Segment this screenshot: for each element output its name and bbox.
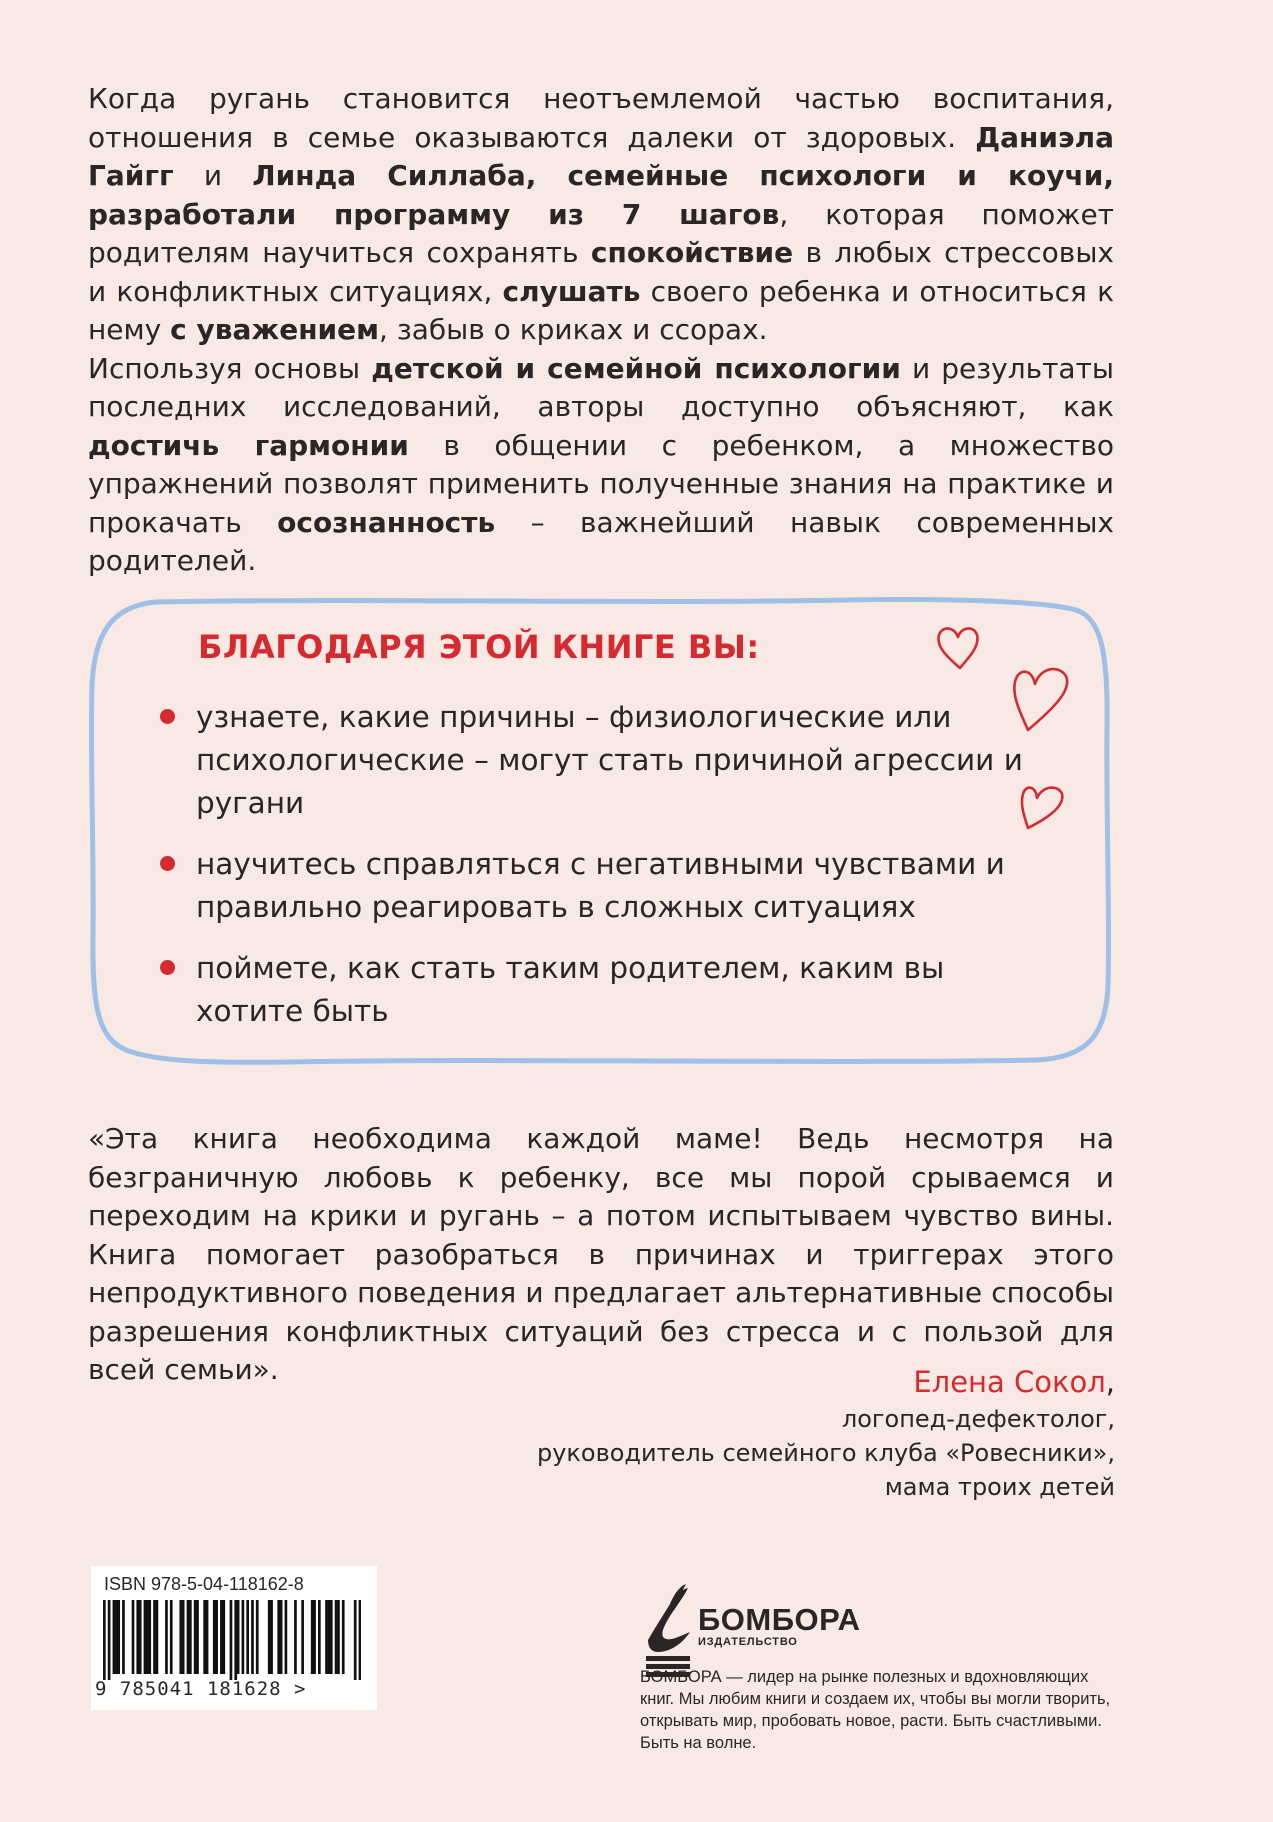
barcode-bar — [179, 1600, 182, 1674]
publisher-description: БОМБОРА — лидер на рынке полезных и вдохновляющих книг. Мы любим книги и создаем их, чтобы вы могли творить, открывать мир, пробовать новое, расти. Быть счастливыми. Быть на волне. — [640, 1668, 1111, 1752]
barcode-bar — [213, 1600, 216, 1674]
barcode-bar — [132, 1600, 135, 1674]
barcode-bar — [182, 1600, 185, 1674]
barcode-bar — [115, 1600, 118, 1674]
heart-icon — [1010, 660, 1072, 736]
list-item — [160, 843, 1030, 929]
barcode-bar — [189, 1600, 192, 1674]
barcode-bar — [328, 1600, 331, 1674]
barcode-bar — [301, 1600, 304, 1674]
barcode-bar — [187, 1600, 190, 1674]
bullet-dot-icon — [160, 960, 175, 975]
barcode-bar — [280, 1600, 283, 1674]
list-item — [160, 947, 1030, 1033]
barcode-bar — [196, 1600, 199, 1674]
bullet-dot-icon — [160, 709, 175, 724]
author-name: Елена Сокол — [913, 1365, 1106, 1399]
text-run: в общении с ребенком, а множество упражнений позволят применить полученные знания на практике и прокачать — [88, 428, 1114, 539]
bold-text-run: осознанность — [277, 505, 496, 539]
barcode-bar — [148, 1600, 151, 1674]
bombora-wave-icon — [640, 1582, 696, 1678]
text-run: Используя основы — [88, 351, 372, 385]
text-run: своего ребенка и относиться к нему — [88, 274, 1114, 346]
text-run: Когда ругань становится неотъемлемой частью воспитания, отношения в семье оказываются далеки от здоровых. — [88, 82, 1114, 154]
barcode-bar — [342, 1600, 345, 1674]
barcode-bar — [234, 1600, 237, 1680]
barcode-bar — [318, 1600, 321, 1674]
barcode-bar — [313, 1600, 316, 1674]
bold-text-run: Даниэла Гайгг — [88, 120, 1114, 192]
bold-text-run: достичь гармонии — [88, 428, 409, 462]
barcode-bar — [277, 1600, 280, 1674]
barcode-bar — [117, 1600, 120, 1674]
barcode-bar — [165, 1600, 168, 1674]
bold-text-run: детской и семейной психологии — [371, 351, 901, 385]
author-role: руководитель семейного клуба «Ровесники», — [536, 1439, 1115, 1467]
barcode-bar — [325, 1600, 328, 1674]
barcode-bar — [335, 1600, 338, 1674]
barcode-bar — [220, 1600, 223, 1674]
barcode-bar — [270, 1600, 273, 1674]
text-run: и — [173, 159, 253, 192]
barcode-bar — [285, 1600, 288, 1674]
barcode-bar — [153, 1600, 156, 1674]
barcode-bar — [251, 1600, 254, 1674]
barcode-bar — [122, 1600, 125, 1674]
bullet-text: научитесь справляться с негативными чувствами и правильно реагировать в сложных ситуациях — [196, 847, 1005, 924]
barcode-bar — [203, 1600, 206, 1674]
text-run: , забыв о криках и ссорах. — [379, 313, 768, 346]
heart-icon — [934, 622, 982, 674]
barcode-bar — [311, 1600, 314, 1674]
bullet-text: поймете, как стать таким родителем, каким вы хотите быть — [196, 951, 945, 1028]
publisher-logo-name: БОМБОРА — [698, 1602, 861, 1637]
barcode-bar — [136, 1600, 139, 1674]
barcode-bar — [330, 1600, 333, 1674]
barcode-bar — [156, 1600, 159, 1674]
author-role: логопед-дефектолог, — [841, 1405, 1115, 1433]
bold-text-run: с уважением — [170, 313, 380, 346]
benefits-list — [160, 696, 1030, 1051]
barcode-bar — [194, 1600, 197, 1674]
barcode-bar — [222, 1600, 225, 1674]
barcode-bar — [206, 1600, 209, 1674]
author-name-comma: , — [1105, 1365, 1115, 1399]
heart-icon — [1018, 778, 1066, 834]
bullet-text: узнаете, какие причины – физиологические или психологические – могут стать причиной агрессии и ругани — [196, 700, 1023, 820]
isbn-label: ISBN 978-5-04-118162-8 — [104, 1574, 304, 1594]
author-role: мама троих детей — [884, 1473, 1115, 1501]
bold-text-run: спокойствие — [590, 236, 794, 269]
barcode-bar — [359, 1600, 361, 1680]
benefits-title: БЛАГОДАРЯ ЭТОЙ КНИГЕ ВЫ: — [198, 628, 760, 666]
author-name-line — [537, 1362, 1115, 1402]
review-author — [537, 1362, 1115, 1504]
barcode-block — [91, 1566, 377, 1710]
barcode-bar — [215, 1600, 218, 1674]
barcode-bar — [139, 1600, 142, 1674]
barcode-bar — [268, 1600, 271, 1674]
text-run: , которая поможет родителям научиться сохранять — [88, 197, 1114, 269]
barcode-bar — [170, 1600, 173, 1674]
text-run: и результаты последних исследований, авторы доступно объясняют, как — [88, 351, 1114, 423]
publisher-logo-subtitle: ИЗДАТЕЛЬСТВО — [698, 1636, 798, 1648]
barcode-bar — [144, 1600, 147, 1674]
bold-text-run: Линда Силлаба, семейные психологи и коучи, разработали программу из 7 шагов — [88, 159, 1115, 231]
intro-paragraph-2 — [88, 350, 1114, 581]
text-run: – важнейший навык современных родителей. — [88, 505, 1114, 577]
barcode-bar — [146, 1600, 149, 1674]
review-quote: «Эта книга необходима каждой маме! Ведь несмотря на безграничную любовь к ребенку, все мы порой срываемся и переходим на крики и ругань – а потом испытываем чувство вины. Книга помогает разобраться в причинах и триггерах этого непродуктивного поведения и предлагает альтернативные способы разрешения конфликтных ситуаций без стресса и с пользой для всей семьи». — [88, 1122, 1114, 1386]
barcode-bar — [337, 1600, 340, 1674]
barcode-icon — [103, 1600, 361, 1680]
barcode-bar — [230, 1600, 233, 1680]
barcode-bar — [113, 1600, 116, 1674]
bold-text-run: слушать — [502, 274, 641, 308]
intro-paragraph-1 — [88, 80, 1114, 350]
intro-text — [88, 80, 1114, 581]
text-run: в любых стрессовых и конфликтных ситуациях, — [88, 236, 1114, 308]
barcode-bar — [108, 1600, 111, 1680]
bullet-dot-icon — [160, 856, 175, 871]
barcode-bar — [242, 1600, 245, 1674]
barcode-digits: 9 785041 181628 > — [95, 1678, 307, 1700]
barcode-bar — [294, 1600, 297, 1674]
barcode-bar — [256, 1600, 259, 1674]
list-item — [160, 696, 1030, 825]
barcode-bar — [103, 1600, 106, 1680]
barcode-bar — [237, 1600, 240, 1674]
barcode-bar — [354, 1600, 357, 1680]
barcode-bar — [246, 1600, 249, 1674]
